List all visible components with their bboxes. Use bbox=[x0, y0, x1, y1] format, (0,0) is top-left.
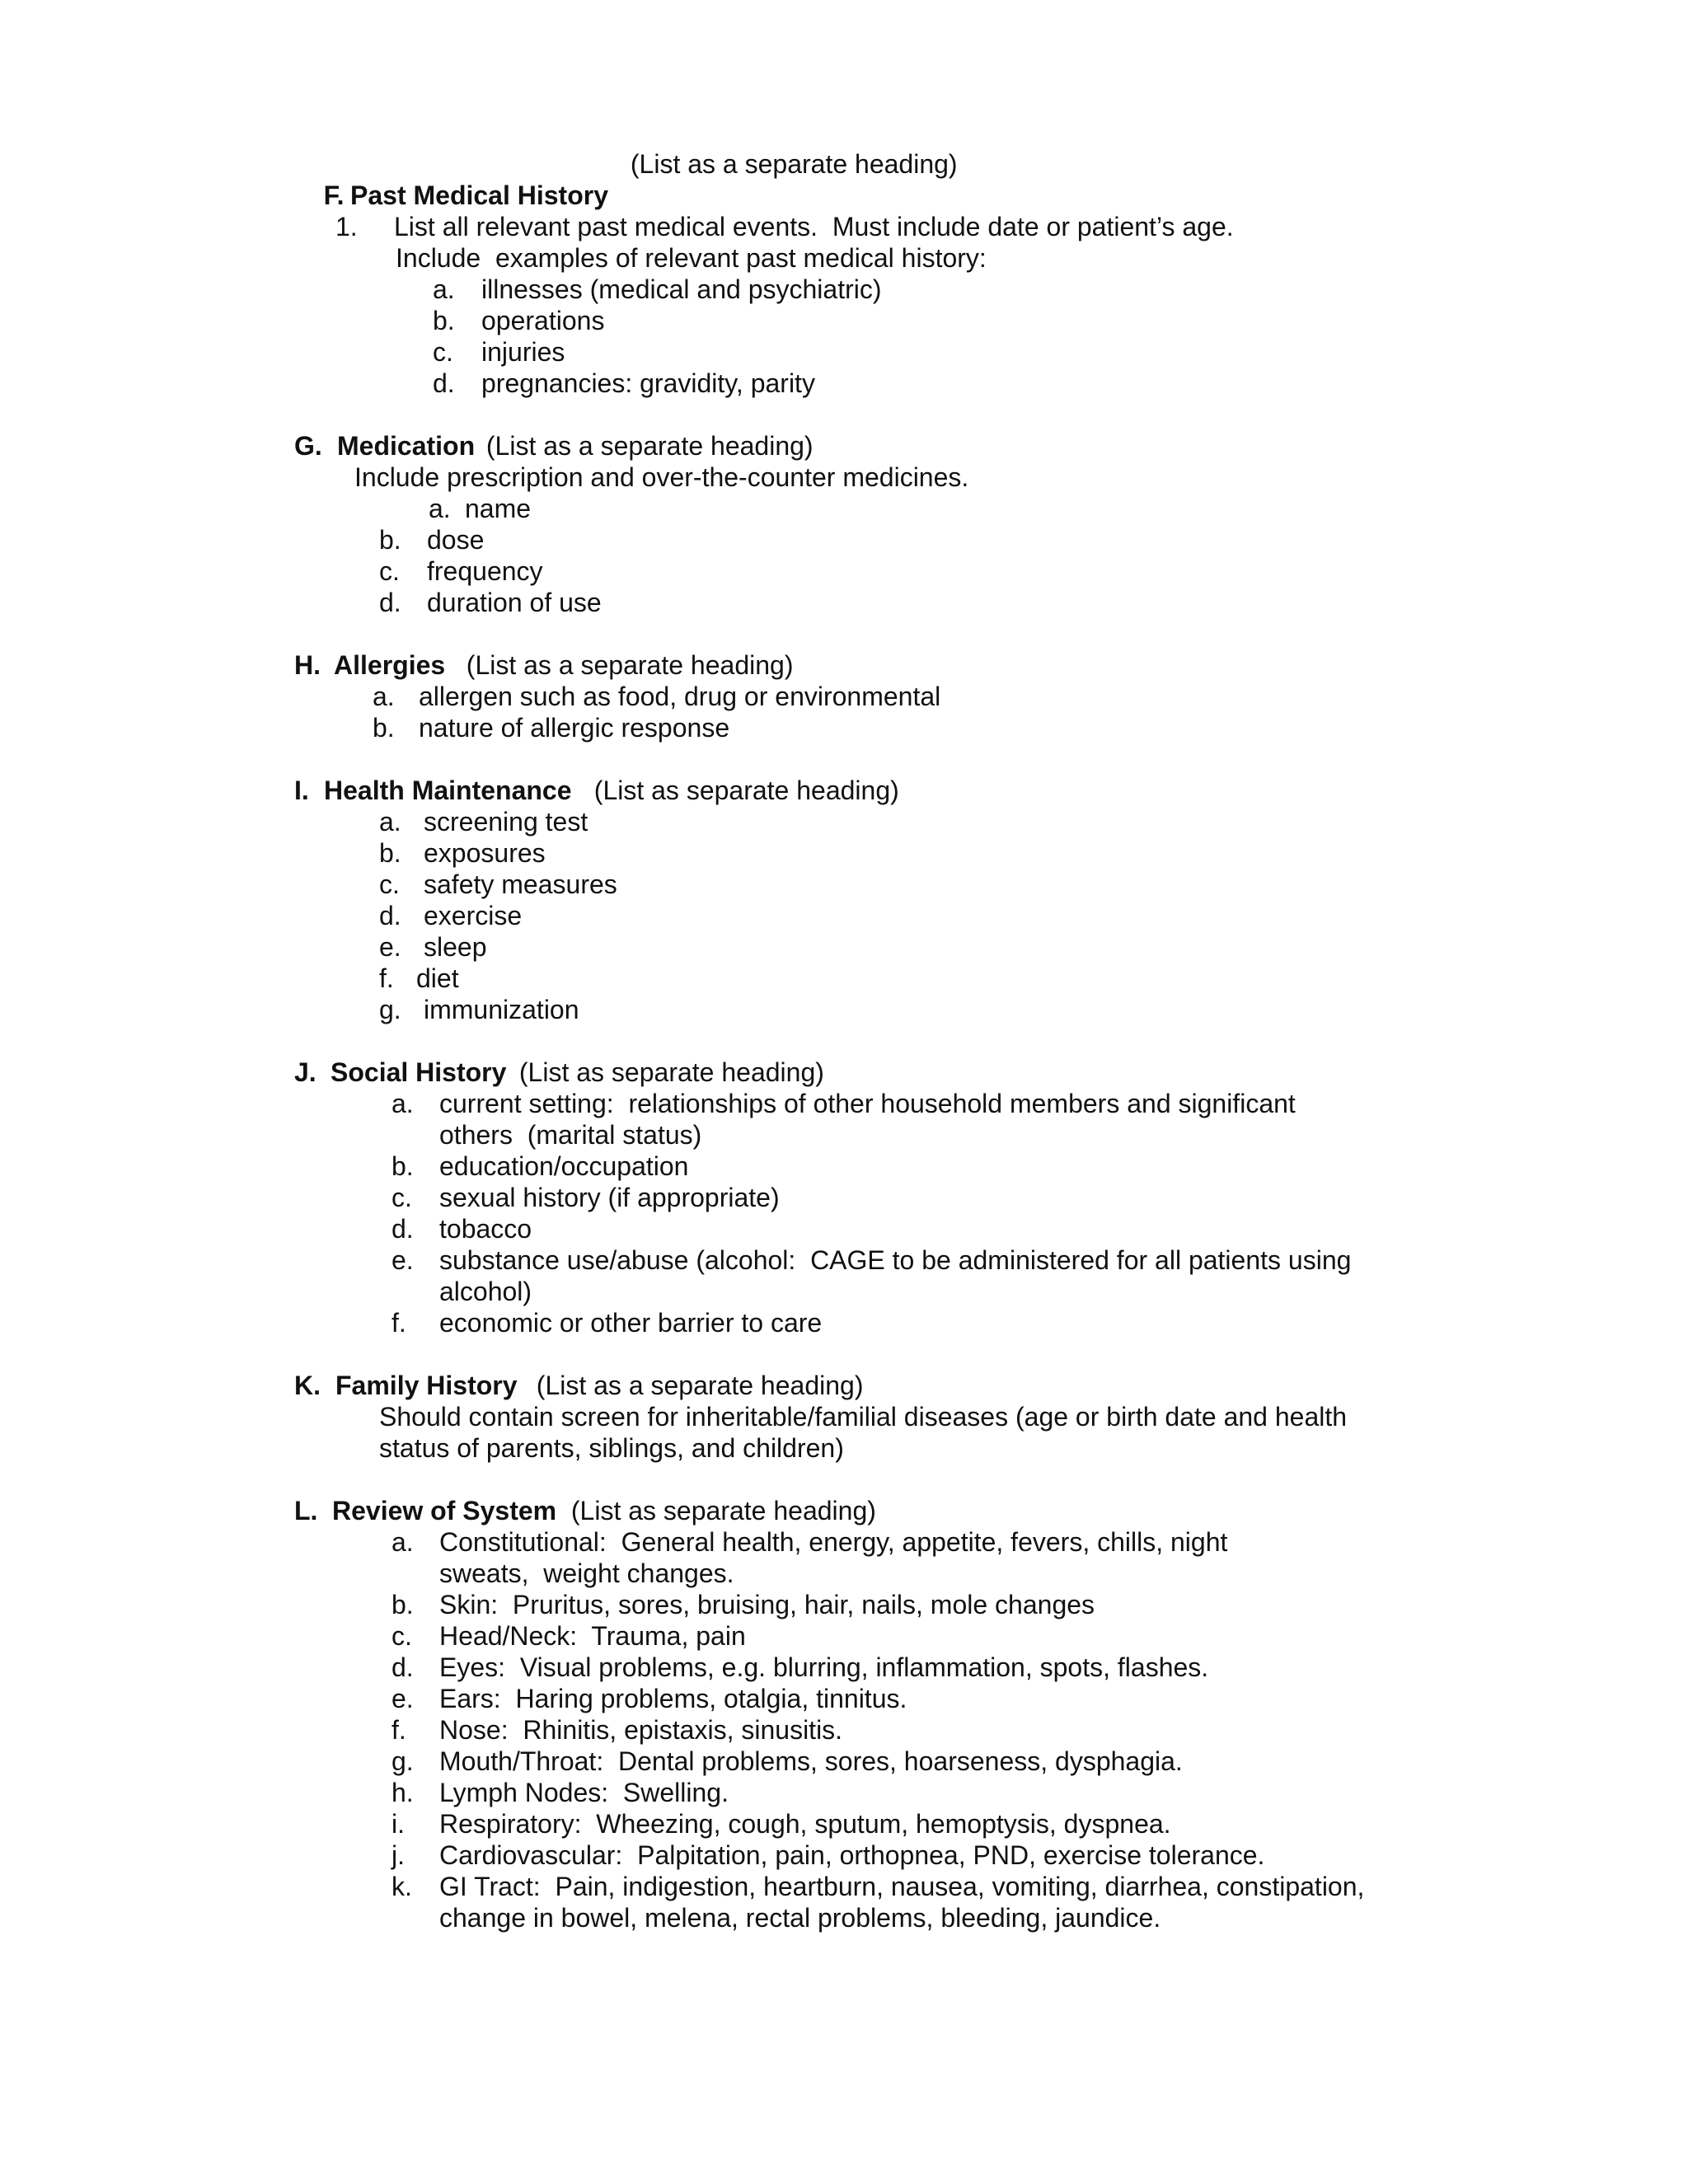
section-title: Past Medical History bbox=[350, 180, 608, 210]
list-marker: f. bbox=[392, 1715, 406, 1745]
section-title: Family History bbox=[335, 1371, 518, 1400]
list-marker: a. bbox=[392, 1089, 414, 1118]
section-letter: I. bbox=[294, 776, 309, 805]
section-title: Medication bbox=[337, 431, 476, 461]
section-title: Allergies bbox=[334, 650, 446, 680]
section-note: (List as separate heading) bbox=[579, 776, 899, 805]
list-item: frequency bbox=[427, 556, 543, 586]
list-item: sexual history (if appropriate) bbox=[439, 1183, 780, 1212]
list-item: substance use/abuse (alcohol: CAGE to be administered for all patients using bbox=[439, 1245, 1352, 1275]
list-item: Cardiovascular: Palpitation, pain, orthopnea, PND, exercise tolerance. bbox=[439, 1840, 1265, 1870]
list-item: illnesses (medical and psychiatric) bbox=[481, 274, 882, 304]
body-text: Include examples of relevant past medical history: bbox=[396, 243, 987, 273]
list-item: screening test bbox=[424, 807, 588, 837]
list-item: Nose: Rhinitis, epistaxis, sinusitis. bbox=[439, 1715, 843, 1745]
list-marker: b. bbox=[433, 306, 455, 335]
section-note: (List as a separate heading) bbox=[522, 1371, 864, 1400]
list-marker: a. bbox=[429, 494, 451, 523]
list-item: immunization bbox=[424, 995, 579, 1024]
list-marker: a. bbox=[433, 274, 455, 304]
section-title: Health Maintenance bbox=[324, 776, 572, 805]
list-marker: c. bbox=[433, 337, 453, 367]
list-item: operations bbox=[481, 306, 605, 335]
list-marker: g. bbox=[392, 1746, 414, 1776]
section-note: (List as a separate heading) bbox=[479, 431, 814, 461]
list-marker: b. bbox=[379, 525, 401, 555]
list-marker: d. bbox=[379, 588, 401, 617]
list-item: exercise bbox=[424, 901, 523, 930]
list-marker: k. bbox=[392, 1872, 412, 1901]
list-item: exposures bbox=[424, 838, 546, 868]
section-letter: L. bbox=[294, 1496, 318, 1526]
list-item: sleep bbox=[424, 932, 487, 962]
list-item: economic or other barrier to care bbox=[439, 1308, 823, 1338]
list-item-continuation: others (marital status) bbox=[439, 1120, 702, 1150]
section-note: (List as a separate heading) bbox=[623, 149, 958, 179]
body-text: Should contain screen for inheritable/familial diseases (age or birth date and health bbox=[379, 1402, 1348, 1432]
list-item: safety measures bbox=[424, 869, 617, 899]
list-item-continuation: change in bowel, melena, rectal problems, bleeding, jaundice. bbox=[439, 1903, 1161, 1933]
list-item: Respiratory: Wheezing, cough, sputum, hemoptysis, dyspnea. bbox=[439, 1809, 1171, 1839]
list-item: GI Tract: Pain, indigestion, heartburn, nausea, vomiting, diarrhea, constipation, bbox=[439, 1872, 1365, 1901]
list-item: current setting: relationships of other household members and significant bbox=[439, 1089, 1296, 1118]
list-item: name bbox=[465, 494, 532, 523]
list-item: tobacco bbox=[439, 1214, 532, 1244]
section-letter: J. bbox=[294, 1057, 316, 1087]
section-letter: G. bbox=[294, 431, 322, 461]
body-text: status of parents, siblings, and children) bbox=[379, 1433, 844, 1463]
body-text: List all relevant past medical events. Must include date or patient’s age. bbox=[394, 212, 1234, 241]
list-marker: e. bbox=[392, 1245, 414, 1275]
section-title: Review of System bbox=[332, 1496, 557, 1526]
section-letter: K. bbox=[294, 1371, 321, 1400]
section-letter: H. bbox=[294, 650, 321, 680]
list-item: injuries bbox=[481, 337, 565, 367]
list-item: Head/Neck: Trauma, pain bbox=[439, 1621, 746, 1651]
list-marker: a. bbox=[392, 1527, 414, 1557]
list-item: Mouth/Throat: Dental problems, sores, hoarseness, dysphagia. bbox=[439, 1746, 1183, 1776]
list-item: Skin: Pruritus, sores, bruising, hair, nails, mole changes bbox=[439, 1590, 1095, 1619]
list-marker: f. bbox=[379, 963, 394, 993]
list-marker: d. bbox=[392, 1652, 414, 1682]
list-marker: a. bbox=[373, 682, 395, 711]
list-item: allergen such as food, drug or environmental bbox=[419, 682, 941, 711]
list-item: duration of use bbox=[427, 588, 602, 617]
section-note: (List as a separate heading) bbox=[452, 650, 794, 680]
list-marker: b. bbox=[373, 713, 395, 743]
section-letter: F. bbox=[323, 180, 345, 210]
list-marker: e. bbox=[392, 1684, 414, 1713]
list-marker: d. bbox=[433, 368, 455, 398]
list-marker: c. bbox=[379, 556, 400, 586]
list-item: Eyes: Visual problems, e.g. blurring, inflammation, spots, flashes. bbox=[439, 1652, 1209, 1682]
list-item: dose bbox=[427, 525, 485, 555]
list-marker: 1. bbox=[335, 212, 358, 241]
section-note: (List as separate heading) bbox=[564, 1496, 876, 1526]
list-item: pregnancies: gravidity, parity bbox=[481, 368, 815, 398]
list-item: education/occupation bbox=[439, 1151, 689, 1181]
list-item: nature of allergic response bbox=[419, 713, 730, 743]
list-marker: b. bbox=[392, 1590, 414, 1619]
list-item: diet bbox=[416, 963, 459, 993]
list-marker: d. bbox=[392, 1214, 414, 1244]
list-marker: a. bbox=[379, 807, 401, 837]
list-marker: e. bbox=[379, 932, 401, 962]
list-marker: c. bbox=[379, 869, 400, 899]
list-item: Constitutional: General health, energy, appetite, fevers, chills, night bbox=[439, 1527, 1228, 1557]
list-marker: b. bbox=[379, 838, 401, 868]
list-marker: b. bbox=[392, 1151, 414, 1181]
list-marker: d. bbox=[379, 901, 401, 930]
list-item-continuation: sweats, weight changes. bbox=[439, 1558, 734, 1588]
list-marker: i. bbox=[392, 1809, 405, 1839]
list-item-continuation: alcohol) bbox=[439, 1277, 532, 1306]
body-text: Include prescription and over-the-counter medicines. bbox=[354, 462, 969, 492]
list-item: Lymph Nodes: Swelling. bbox=[439, 1778, 729, 1807]
list-marker: j. bbox=[392, 1840, 405, 1870]
list-marker: g. bbox=[379, 995, 401, 1024]
section-note: (List as separate heading) bbox=[512, 1057, 824, 1087]
list-item: Ears: Haring problems, otalgia, tinnitus. bbox=[439, 1684, 907, 1713]
list-marker: c. bbox=[392, 1621, 412, 1651]
list-marker: c. bbox=[392, 1183, 412, 1212]
section-title: Social History bbox=[331, 1057, 507, 1087]
list-marker: f. bbox=[392, 1308, 406, 1338]
list-marker: h. bbox=[392, 1778, 414, 1807]
